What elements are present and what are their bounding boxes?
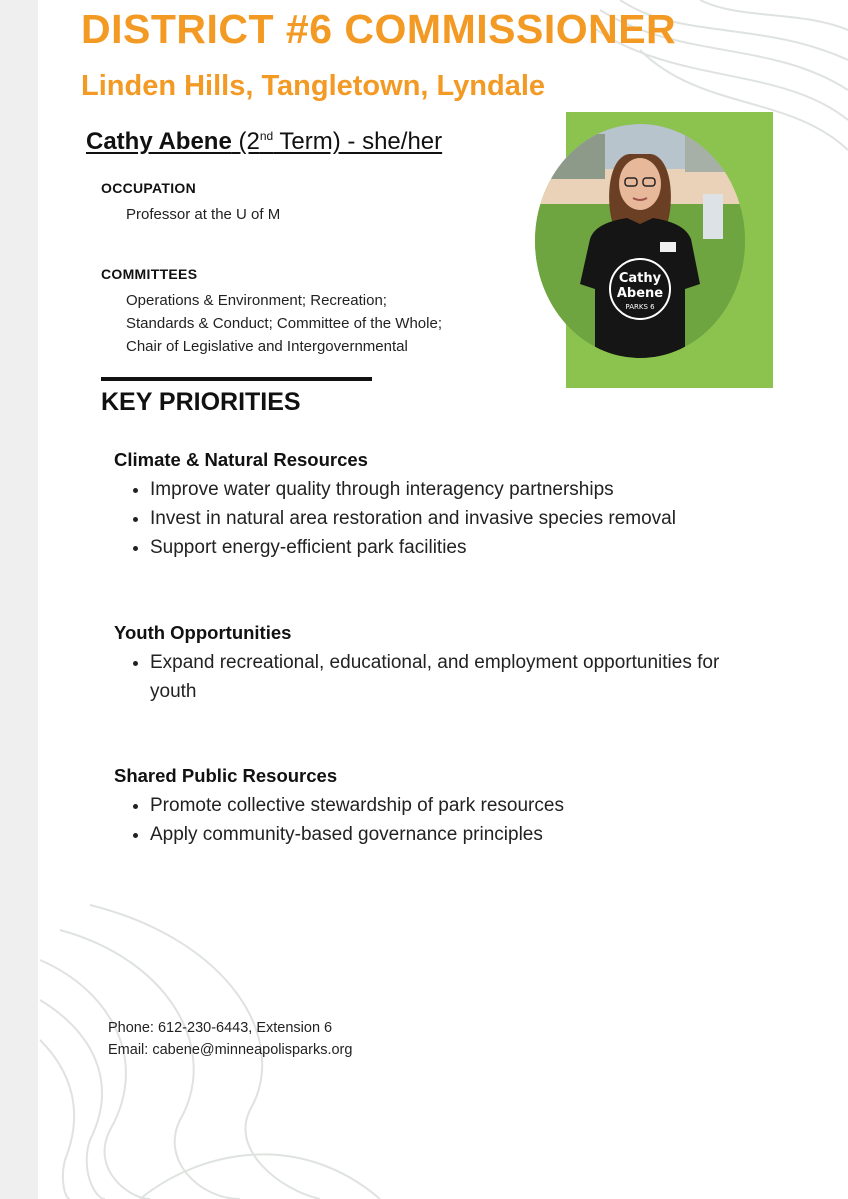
key-priorities-title: KEY PRIORITIES (101, 388, 301, 416)
committees-label: COMMITTEES (101, 266, 198, 282)
list-item: • Expand recreational, educational, and employment opportunities for youth (150, 648, 760, 706)
term-superscript: nd (259, 129, 274, 143)
section-divider (101, 377, 372, 381)
priority-section-title: Youth Opportunities (114, 622, 292, 643)
list-item: • Support energy-efficient park facilities (150, 533, 794, 562)
term-suffix: Term) - she/her (273, 128, 443, 155)
list-item: • Invest in natural area restoration and invasive species removal (150, 504, 794, 533)
shirt-text-line: Cathy (618, 271, 662, 286)
priority-list (114, 648, 760, 706)
contact-info (108, 1017, 352, 1061)
candidate-photo (535, 124, 745, 358)
term-prefix: (2 (238, 128, 260, 155)
committee-line: Operations & Environment; Recreation; (126, 292, 387, 309)
candidate-name: Cathy Abene (86, 128, 232, 155)
priority-section-title: Climate & Natural Resources (114, 449, 368, 470)
candidate-name-line (86, 128, 442, 156)
priority-section-title: Shared Public Resources (114, 765, 338, 786)
phone-text: Phone: 612-230-6443, Extension 6 (108, 1020, 333, 1036)
priority-list (114, 475, 794, 562)
email-text: Email: cabene@minneapolisparks.org (108, 1042, 353, 1058)
priority-section-climate (114, 449, 794, 562)
list-item: • Promote collective stewardship of park resources (150, 791, 794, 820)
left-margin-strip (0, 0, 38, 1199)
occupation-label: OCCUPATION (101, 180, 197, 196)
priority-section-youth (114, 622, 794, 706)
page-title: DISTRICT #6 COMMISSIONER (81, 6, 677, 52)
list-item: • Improve water quality through interagency partnerships (150, 475, 794, 504)
committees-list (126, 289, 442, 358)
list-item: • Apply community-based governance principles (150, 820, 794, 849)
occupation-text: Professor at the U of M (126, 206, 281, 223)
committee-line: Chair of Legislative and Intergovernmental (126, 338, 408, 355)
occupation-value (126, 203, 280, 226)
priority-section-shared-resources (114, 765, 794, 849)
committee-line: Standards & Conduct; Committee of the Whole; (126, 315, 442, 332)
priority-list (114, 791, 794, 849)
shirt-text-line: PARKS 6 (625, 303, 655, 311)
district-neighborhoods: Linden Hills, Tangletown, Lyndale (81, 70, 546, 102)
shirt-text-line: Abene (616, 286, 664, 301)
candidate-portrait-illustration (535, 124, 745, 358)
